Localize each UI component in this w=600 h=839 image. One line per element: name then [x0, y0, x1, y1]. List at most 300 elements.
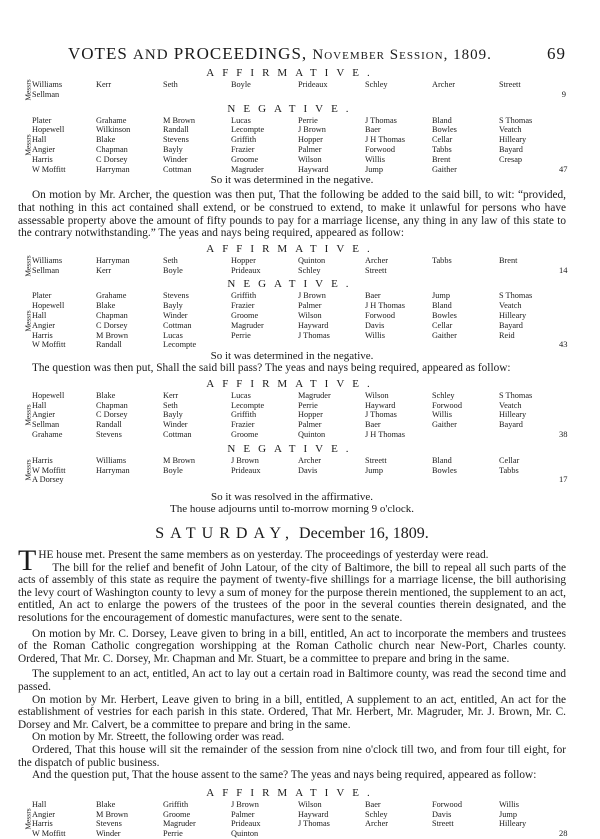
- vote-column: [432, 291, 499, 350]
- member-name: Wilkinson: [96, 125, 131, 135]
- member-name: Jump: [432, 291, 450, 301]
- vote-column: [432, 256, 499, 276]
- member-name: Cottman: [163, 320, 192, 330]
- result-line: So it was resolved in the affirmative.: [210, 491, 373, 504]
- member-name: Hayward: [298, 320, 329, 330]
- member-name: Bayard: [499, 144, 523, 154]
- member-name: Grahame: [96, 291, 127, 301]
- vote-column: [499, 291, 559, 350]
- member-name: W Moffitt: [32, 340, 66, 350]
- member-name: J Thomas: [298, 819, 330, 829]
- vote-count: 14: [559, 264, 568, 275]
- member-name: Williams: [32, 255, 63, 265]
- vote-list: [18, 256, 566, 276]
- member-name: Bland: [432, 301, 452, 311]
- member-name: Tabbs: [499, 465, 519, 475]
- member-name: Baer: [365, 420, 381, 430]
- member-name: Angier: [32, 320, 56, 330]
- member-name: Hilleary: [499, 410, 527, 420]
- member-name: Streett: [365, 265, 387, 275]
- member-name: Randall: [96, 340, 122, 350]
- member-name: S Thomas: [499, 390, 533, 400]
- member-name: Harris: [32, 154, 53, 164]
- document-page: [18, 44, 566, 839]
- vote-column: [499, 800, 559, 839]
- vote-column: [432, 391, 499, 440]
- vote-column: [365, 256, 432, 276]
- member-name: Willis: [365, 154, 385, 164]
- vote-column: [365, 456, 432, 485]
- member-name: Griffith: [231, 291, 257, 301]
- vote-column: [365, 291, 432, 350]
- member-name: Groome: [231, 310, 259, 320]
- member-name: Tabbs: [432, 255, 452, 265]
- member-name: Hall: [32, 799, 47, 809]
- vote-column: [96, 291, 163, 350]
- member-name: Boyle: [163, 465, 183, 475]
- member-name: Boyle: [163, 265, 183, 275]
- member-name: Chapman: [96, 400, 128, 410]
- vote-column: [298, 80, 365, 100]
- vote-column: [298, 456, 365, 485]
- member-name: Grahame: [32, 429, 63, 439]
- member-name: Schley: [365, 80, 388, 89]
- member-name: Cottman: [163, 164, 192, 174]
- header-title2: PROCEEDINGS,: [173, 44, 308, 63]
- member-name: J H Thomas: [365, 301, 405, 311]
- member-name: Veatch: [499, 125, 522, 135]
- vote-column: [432, 456, 499, 485]
- member-name: Williams: [96, 455, 127, 465]
- member-name: Hopper: [298, 410, 323, 420]
- member-name: Bayly: [163, 301, 183, 311]
- paragraph: The question was then put, Shall the said bill pass? The yeas and nays being required, appeared as follow:: [32, 362, 511, 375]
- member-name: Quinton: [298, 255, 326, 265]
- member-name: Prideaux: [231, 819, 261, 829]
- vote-column: [96, 391, 163, 440]
- vote-column: [231, 391, 298, 440]
- vote-list: [18, 80, 566, 100]
- member-name: Jump: [365, 164, 383, 174]
- vote-column: [231, 116, 298, 175]
- negative-heading: NEGATIVE.: [227, 442, 357, 455]
- member-name: Griffith: [163, 799, 189, 809]
- member-name: Bayard: [499, 320, 523, 330]
- result-line: So it was determined in the negative.: [210, 174, 374, 187]
- member-name: J Brown: [231, 455, 259, 465]
- member-name: Hayward: [298, 809, 329, 819]
- vote-column: [365, 391, 432, 440]
- vote-column: [231, 456, 298, 485]
- member-name: W Moffitt: [32, 465, 66, 475]
- member-name: Perrie: [231, 330, 251, 340]
- paragraph: On motion by Mr. Streett, the following order was read.: [32, 731, 285, 744]
- paragraph: HE house met. Present the same members as on yesterday. The proceedings of yesterday were read.: [38, 549, 489, 562]
- vote-column: [298, 116, 365, 175]
- vote-column: [499, 116, 559, 175]
- member-name: Davis: [365, 320, 385, 330]
- member-name: Archer: [432, 80, 456, 89]
- member-name: Kerr: [96, 265, 112, 275]
- member-name: Harryman: [96, 164, 130, 174]
- member-name: Davis: [432, 809, 452, 819]
- member-name: C Dorsey: [96, 410, 128, 420]
- member-name: Baer: [365, 125, 381, 135]
- member-name: Schley: [365, 809, 388, 819]
- vote-column: [298, 291, 365, 350]
- member-name: Lucas: [231, 115, 251, 125]
- header-session: November Session, 1809.: [312, 47, 492, 63]
- member-name: Hayward: [298, 164, 329, 174]
- member-name: Bland: [432, 115, 452, 125]
- member-name: Hopewell: [32, 390, 65, 400]
- member-name: Stevens: [96, 429, 122, 439]
- member-name: Schley: [298, 265, 321, 275]
- member-name: Blake: [96, 301, 116, 311]
- vote-column: [231, 291, 298, 350]
- member-name: Harris: [32, 819, 53, 829]
- member-name: Streett: [499, 80, 521, 89]
- member-name: S Thomas: [499, 291, 533, 301]
- member-name: Magruder: [298, 390, 331, 400]
- member-name: Lecompte: [231, 125, 265, 135]
- vote-column: [96, 80, 163, 100]
- member-name: Archer: [365, 819, 389, 829]
- member-name: Groome: [231, 154, 259, 164]
- member-name: Wilson: [298, 310, 322, 320]
- vote-column: [298, 800, 365, 839]
- vote-count: 38: [559, 428, 568, 439]
- member-name: Hilleary: [499, 135, 527, 145]
- paragraph: Ordered, That this house will sit the remainder of the session from nine o'clock till two, and from four till eight, for the dispatch of public business.: [18, 744, 566, 769]
- member-name: Boyle: [231, 80, 251, 89]
- member-name: Harryman: [96, 465, 130, 475]
- member-name: J Thomas: [298, 330, 330, 340]
- messrs-label: Messrs: [23, 254, 33, 277]
- member-name: Hopewell: [32, 301, 65, 311]
- member-name: Veatch: [499, 301, 522, 311]
- member-name: Forwood: [432, 799, 462, 809]
- vote-column: [32, 80, 96, 100]
- member-name: Randall: [163, 125, 189, 135]
- member-name: W Moffitt: [32, 829, 66, 839]
- member-name: Gaither: [432, 420, 457, 430]
- member-name: Angier: [32, 809, 56, 819]
- member-name: S Thomas: [499, 115, 533, 125]
- vote-column: [432, 800, 499, 839]
- member-name: Lucas: [231, 390, 251, 400]
- member-name: Harris: [32, 455, 53, 465]
- member-name: Plater: [32, 291, 52, 301]
- vote-count: 9: [561, 88, 566, 99]
- member-name: Archer: [365, 255, 389, 265]
- member-name: Sellman: [32, 89, 60, 99]
- member-name: Davis: [298, 465, 318, 475]
- vote-column: [163, 391, 231, 440]
- member-name: Hopper: [231, 255, 256, 265]
- vote-column: [432, 116, 499, 175]
- member-name: Perrie: [163, 829, 183, 839]
- member-name: Kerr: [96, 80, 112, 89]
- member-name: Winder: [163, 310, 188, 320]
- affirmative-heading: AFFIRMATIVE.: [206, 377, 378, 390]
- affirmative-heading: AFFIRMATIVE.: [206, 786, 378, 799]
- page-number: 69: [547, 44, 566, 63]
- member-name: Winder: [96, 829, 121, 839]
- member-name: Gaither: [432, 330, 457, 340]
- affirmative-heading: AFFIRMATIVE.: [206, 242, 378, 255]
- day-heading: [18, 525, 566, 543]
- vote-column: [163, 456, 231, 485]
- member-name: Forwood: [432, 400, 462, 410]
- member-name: Blake: [96, 390, 116, 400]
- member-name: C Dorsey: [96, 320, 128, 330]
- member-name: Randall: [96, 420, 122, 430]
- member-name: Perrie: [298, 400, 318, 410]
- member-name: Magruder: [231, 164, 264, 174]
- member-name: Willis: [499, 799, 519, 809]
- member-name: Cresap: [499, 154, 523, 164]
- member-name: M Brown: [96, 330, 129, 340]
- member-name: W Moffitt: [32, 164, 66, 174]
- member-name: Wilson: [365, 390, 389, 400]
- member-name: Bowles: [432, 310, 457, 320]
- member-name: Gaither: [432, 164, 457, 174]
- member-name: Palmer: [298, 420, 322, 430]
- vote-column: [163, 800, 231, 839]
- vote-column: [163, 116, 231, 175]
- member-name: J Brown: [298, 291, 326, 301]
- vote-count: 17: [559, 474, 568, 485]
- vote-column: [432, 80, 499, 100]
- vote-list: [18, 391, 566, 440]
- member-name: Brent: [432, 154, 451, 164]
- paragraph: And the question put, That the house assent to the same? The yeas and nays being required, appeared as follow:: [32, 769, 537, 782]
- member-name: Seth: [163, 80, 178, 89]
- member-name: Bayly: [163, 144, 183, 154]
- member-name: Cellar: [432, 320, 453, 330]
- vote-count: 47: [559, 163, 568, 174]
- member-name: Cellar: [499, 455, 520, 465]
- vote-column: [365, 80, 432, 100]
- member-name: Hopewell: [32, 125, 65, 135]
- member-name: Lecompte: [231, 400, 265, 410]
- member-name: Lucas: [163, 330, 183, 340]
- negative-heading: NEGATIVE.: [227, 102, 357, 115]
- member-name: Hall: [32, 310, 47, 320]
- vote-column: [163, 291, 231, 350]
- negative-heading: NEGATIVE.: [227, 278, 357, 291]
- member-name: Lecompte: [163, 340, 197, 350]
- member-name: Tabbs: [432, 144, 452, 154]
- messrs-label: Messrs: [23, 79, 33, 101]
- member-name: Hayward: [365, 400, 396, 410]
- running-header: [68, 44, 566, 64]
- vote-column: [96, 256, 163, 276]
- member-name: Hall: [32, 135, 47, 145]
- drop-cap: T: [18, 544, 37, 578]
- member-name: Magruder: [231, 320, 264, 330]
- member-name: Hilleary: [499, 310, 527, 320]
- member-name: Stevens: [163, 291, 189, 301]
- member-name: J Brown: [298, 125, 326, 135]
- member-name: Kerr: [163, 390, 179, 400]
- member-name: Chapman: [96, 310, 128, 320]
- member-name: C Dorsey: [96, 154, 128, 164]
- vote-column: [96, 800, 163, 839]
- vote-column: [32, 256, 96, 276]
- member-name: J Brown: [231, 799, 259, 809]
- member-name: Prideaux: [231, 265, 261, 275]
- vote-list: [18, 800, 566, 839]
- messrs-label: Messrs: [23, 310, 33, 332]
- vote-column: [298, 391, 365, 440]
- header-and: AND: [133, 47, 169, 63]
- member-name: Frazier: [231, 144, 255, 154]
- member-name: Bayly: [163, 410, 183, 420]
- member-name: Prideaux: [231, 465, 261, 475]
- vote-column: [365, 800, 432, 839]
- member-name: Blake: [96, 135, 116, 145]
- member-name: Bayard: [499, 420, 523, 430]
- vote-column: [365, 116, 432, 175]
- member-name: Chapman: [96, 144, 128, 154]
- member-name: Palmer: [298, 301, 322, 311]
- vote-column: [163, 256, 231, 276]
- member-name: Baer: [365, 291, 381, 301]
- vote-column: [163, 80, 231, 100]
- member-name: Sellman: [32, 265, 60, 275]
- member-name: Veatch: [499, 400, 522, 410]
- member-name: Streett: [432, 819, 454, 829]
- member-name: Stevens: [96, 819, 122, 829]
- member-name: Hilleary: [499, 819, 527, 829]
- member-name: Jump: [365, 465, 383, 475]
- member-name: A Dorsey: [32, 475, 64, 485]
- member-name: Palmer: [231, 809, 255, 819]
- member-name: M Brown: [163, 455, 196, 465]
- vote-count: 43: [559, 339, 568, 350]
- paragraph: The bill for the relief and benefit of John Latour, of the city of Baltimore, the bill to repeal all such parts of the acts of assembly of this state as require the payment of twenty-five shillings for a marriage license, the bill authorising the levy court of Washington county to levy a sum of money for the purpose therein mentioned, the supplement to an act, entitled, An act to enlarge the powers of the trustees of the poor in the several counties therein designated, and the resolutions for the encouragement of domestic manufactures, were sent to the senate.: [18, 561, 566, 625]
- member-name: Quinton: [231, 829, 259, 839]
- member-name: Willis: [432, 410, 452, 420]
- vote-column: [32, 116, 96, 175]
- member-name: Angier: [32, 144, 56, 154]
- vote-column: [231, 800, 298, 839]
- messrs-label: Messrs: [23, 404, 33, 426]
- member-name: M Brown: [96, 809, 129, 819]
- paragraph: On motion by Mr. C. Dorsey, Leave given to bring in a bill, entitled, An act to incorporate the members and trustees of the Roman Catholic congregation worshipping at the Roman Catholic church near New-Port, Charles county. Ordered, That Mr. C. Dorsey, Mr. Chapman and Mr. Stuart, be a committee to prepare and bring in the same.: [18, 627, 566, 665]
- affirmative-heading: AFFIRMATIVE.: [206, 67, 378, 79]
- member-name: Harris: [32, 330, 53, 340]
- member-name: Jump: [499, 809, 517, 819]
- member-name: Hopper: [298, 135, 323, 145]
- day-date: December 16, 1809.: [299, 525, 429, 543]
- day-name: SATURDAY,: [155, 525, 296, 543]
- member-name: Wilson: [298, 154, 322, 164]
- member-name: Perrie: [298, 115, 318, 125]
- member-name: J Thomas: [365, 410, 397, 420]
- vote-count: 28: [559, 828, 568, 839]
- member-name: Griffith: [231, 410, 257, 420]
- member-name: Hall: [32, 400, 47, 410]
- member-name: J H Thomas: [365, 429, 405, 439]
- member-name: Palmer: [298, 144, 322, 154]
- member-name: Stevens: [163, 135, 189, 145]
- member-name: Sellman: [32, 420, 60, 430]
- paragraph: The supplement to an act, entitled, An act to lay out a certain road in Baltimore county, was read the second time and passed.: [18, 668, 566, 694]
- vote-column: [96, 456, 163, 485]
- vote-column: [499, 80, 559, 100]
- member-name: Bland: [432, 455, 452, 465]
- member-name: Plater: [32, 115, 52, 125]
- vote-column: [298, 256, 365, 276]
- result-line: So it was determined in the negative.: [210, 350, 374, 363]
- vote-column: [32, 800, 96, 839]
- vote-column: [499, 391, 559, 440]
- member-name: Winder: [163, 420, 188, 430]
- member-name: J Thomas: [365, 115, 397, 125]
- member-name: Winder: [163, 154, 188, 164]
- member-name: Seth: [163, 400, 178, 410]
- member-name: Willis: [365, 330, 385, 340]
- member-name: Frazier: [231, 301, 255, 311]
- paragraph: On motion by Mr. Herbert, Leave given to bring in a bill, entitled, A supplement to an act, entitled, An act for the establishment of vestries for each parish in this state. Ordered, That Mr. Herbert, Mr. Magruder, Mr. J. Brown, Mr. C. Dorsey and Mr. Calvert, be a committee to prepare and bring in the same.: [18, 693, 566, 731]
- member-name: Quinton: [298, 429, 326, 439]
- member-name: Cellar: [432, 135, 453, 145]
- adjourn-line: The house adjourns until to-morrow morning 9 o'clock.: [170, 503, 414, 516]
- member-name: Forwood: [365, 310, 395, 320]
- member-name: J H Thomas: [365, 135, 405, 145]
- vote-column: [96, 116, 163, 175]
- vote-column: [32, 456, 96, 485]
- member-name: Bowles: [432, 465, 457, 475]
- vote-list: [18, 116, 566, 175]
- member-name: Schley: [432, 390, 455, 400]
- vote-column: [499, 256, 559, 276]
- member-name: M Brown: [163, 115, 196, 125]
- member-name: Magruder: [163, 819, 196, 829]
- member-name: Harryman: [96, 255, 130, 265]
- member-name: Williams: [32, 80, 63, 89]
- member-name: Groome: [231, 429, 259, 439]
- vote-column: [231, 256, 298, 276]
- member-name: Prideaux: [298, 80, 328, 89]
- header-title: VOTES: [68, 44, 128, 63]
- member-name: Grahame: [96, 115, 127, 125]
- vote-list: [18, 456, 566, 485]
- messrs-label: Messrs: [23, 134, 33, 156]
- member-name: Wilson: [298, 799, 322, 809]
- vote-column: [32, 391, 96, 440]
- vote-column: [231, 80, 298, 100]
- member-name: Blake: [96, 799, 116, 809]
- member-name: Cottman: [163, 429, 192, 439]
- vote-column: [32, 291, 96, 350]
- member-name: Bowles: [432, 125, 457, 135]
- vote-list: [18, 291, 566, 350]
- member-name: Reid: [499, 330, 515, 340]
- member-name: Seth: [163, 255, 178, 265]
- member-name: Streett: [365, 455, 387, 465]
- member-name: Groome: [163, 809, 191, 819]
- member-name: Angier: [32, 410, 56, 420]
- member-name: Baer: [365, 799, 381, 809]
- messrs-label: Messrs: [23, 808, 33, 831]
- member-name: Frazier: [231, 420, 255, 430]
- member-name: Archer: [298, 455, 322, 465]
- paragraph: On motion by Mr. Archer, the question was then put, That the following be added to the said bill, to wit: “provided, that nothing in this act contained shall extend, or be construed to extend, to make it unlawful for persons who have assessable property above the amount of fifty pounds to pay for a marriage license, any thing in any law of this state to the contrary notwithstanding.” The yeas and nays being required, appeared as follow:: [18, 189, 566, 240]
